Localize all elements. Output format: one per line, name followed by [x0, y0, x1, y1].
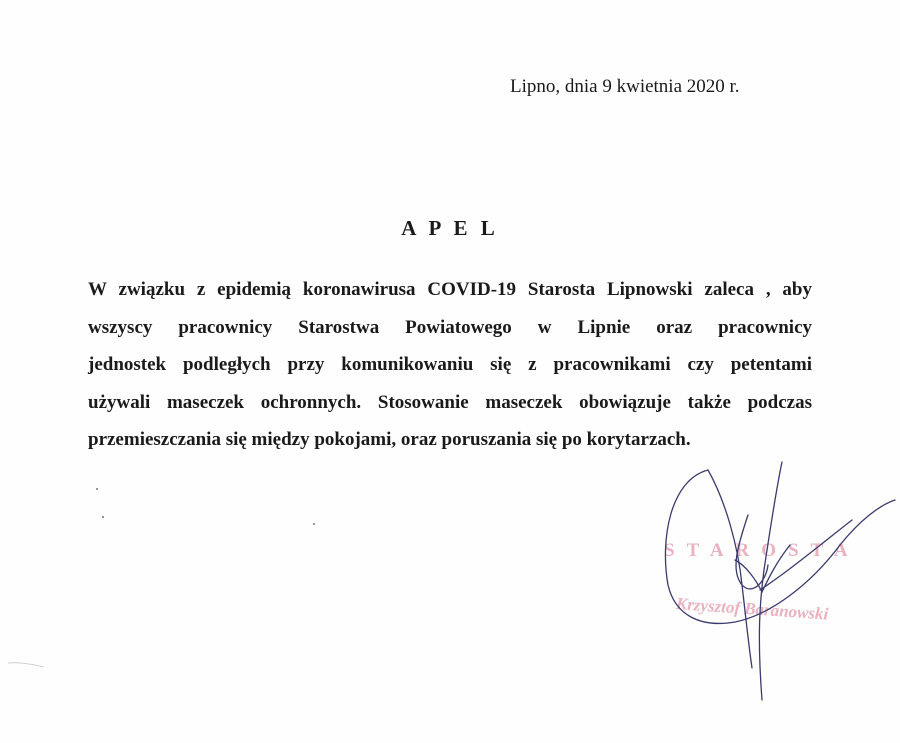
scan-speck [96, 488, 98, 490]
stamp-title: STAROSTA [664, 540, 860, 561]
body-line: jednostek podległych przy komunikowaniu się z pracownikami czy petentami [88, 354, 812, 375]
body-line: wszyscy pracownicy Starostwa Powiatowego w Lipnie oraz pracownicy [88, 316, 812, 338]
body-line: przemieszczania się między pokojami, oraz poruszania się po korytarzach. [88, 429, 691, 450]
document-title: A P E L [401, 216, 499, 240]
scan-speck [102, 516, 104, 518]
body-line: W związku z epidemią koronawirusa COVID-19 Starosta Lipnowski zaleca , aby [88, 279, 812, 300]
scan-speck [313, 523, 315, 525]
place-and-date: Lipno, dnia 9 kwietnia 2020 r. [510, 76, 740, 97]
appeal-body [88, 276, 812, 464]
body-line: używali maseczek ochronnych. Stosowanie maseczek obowiązuje także podczas [88, 391, 812, 413]
stamp-name: Krzysztof Baranowski [675, 594, 829, 624]
